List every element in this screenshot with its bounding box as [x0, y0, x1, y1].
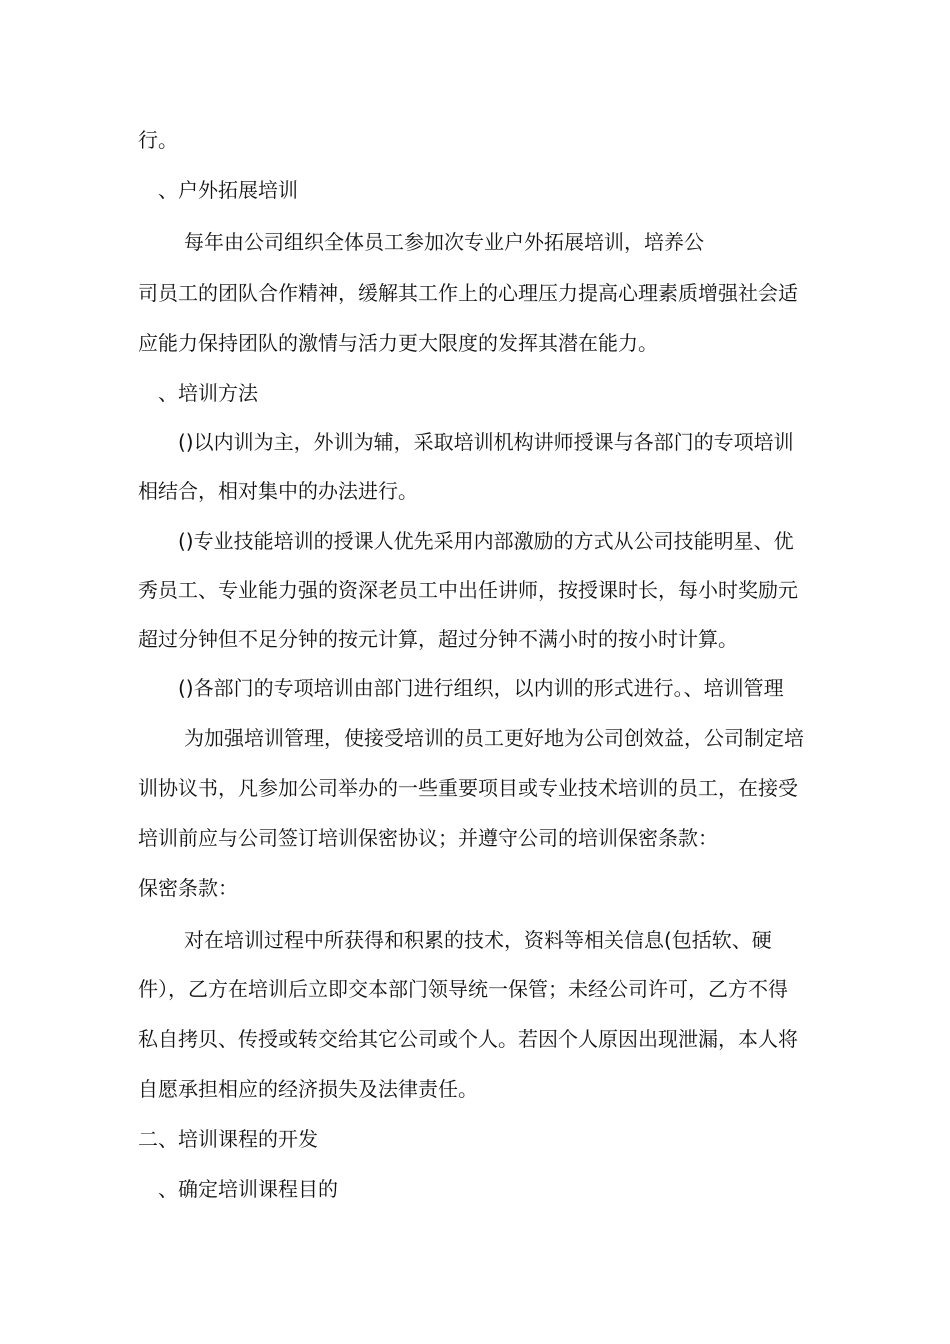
- paragraph-line: 司员工的团队合作精神，缓解其工作上的心理压力提高心理素质增强社会适: [138, 281, 798, 305]
- text-line: 行。: [138, 128, 178, 152]
- paragraph-line: 超过分钟但不足分钟的按元计算，超过分钟不满小时的按小时计算。: [138, 627, 738, 651]
- paragraph-line: 秀员工、专业能力强的资深老员工中出任讲师，按授课时长，每小时奖励元: [138, 578, 798, 602]
- paragraph-line: 为加强培训管理，使接受培训的员工更好地为公司创效益，公司制定培: [184, 726, 804, 750]
- paragraph-line: 训协议书，凡参加公司举办的一些重要项目或专业技术培训的员工，在接受: [138, 776, 798, 800]
- section-heading: 、户外拓展培训: [158, 178, 298, 202]
- paragraph-line: 保密条款：: [138, 876, 238, 900]
- paragraph-line: ()各部门的专项培训由部门进行组织，以内训的形式进行。、培训管理: [178, 676, 784, 700]
- paragraph-line: 应能力保持团队的激情与活力更大限度的发挥其潜在能力。: [138, 331, 658, 355]
- section-heading: 、确定培训课程目的: [158, 1177, 338, 1201]
- paragraph-line: 相结合，相对集中的办法进行。: [138, 479, 418, 503]
- paragraph-line: 件），乙方在培训后立即交本部门领导统一保管；未经公司许可，乙方不得: [138, 977, 788, 1001]
- paragraph-line: 每年由公司组织全体员工参加次专业户外拓展培训，培养公: [184, 230, 704, 254]
- section-heading: 二、培训课程的开发: [138, 1127, 318, 1151]
- paragraph-line: 培训前应与公司签订培训保密协议；并遵守公司的培训保密条款：: [138, 826, 718, 850]
- paragraph-line: ()以内训为主，外训为辅，采取培训机构讲师授课与各部门的专项培训: [178, 430, 794, 454]
- paragraph-line: 私自拷贝、传授或转交给其它公司或个人。若因个人原因出现泄漏，本人将: [138, 1027, 798, 1051]
- paragraph-line: 自愿承担相应的经济损失及法律责任。: [138, 1077, 478, 1101]
- paragraph-line: 对在培训过程中所获得和积累的技术，资料等相关信息(包括软、硬: [184, 928, 772, 952]
- paragraph-line: ()专业技能培训的授课人优先采用内部激励的方式从公司技能明星、优: [178, 529, 794, 553]
- section-heading: 、培训方法: [158, 381, 258, 405]
